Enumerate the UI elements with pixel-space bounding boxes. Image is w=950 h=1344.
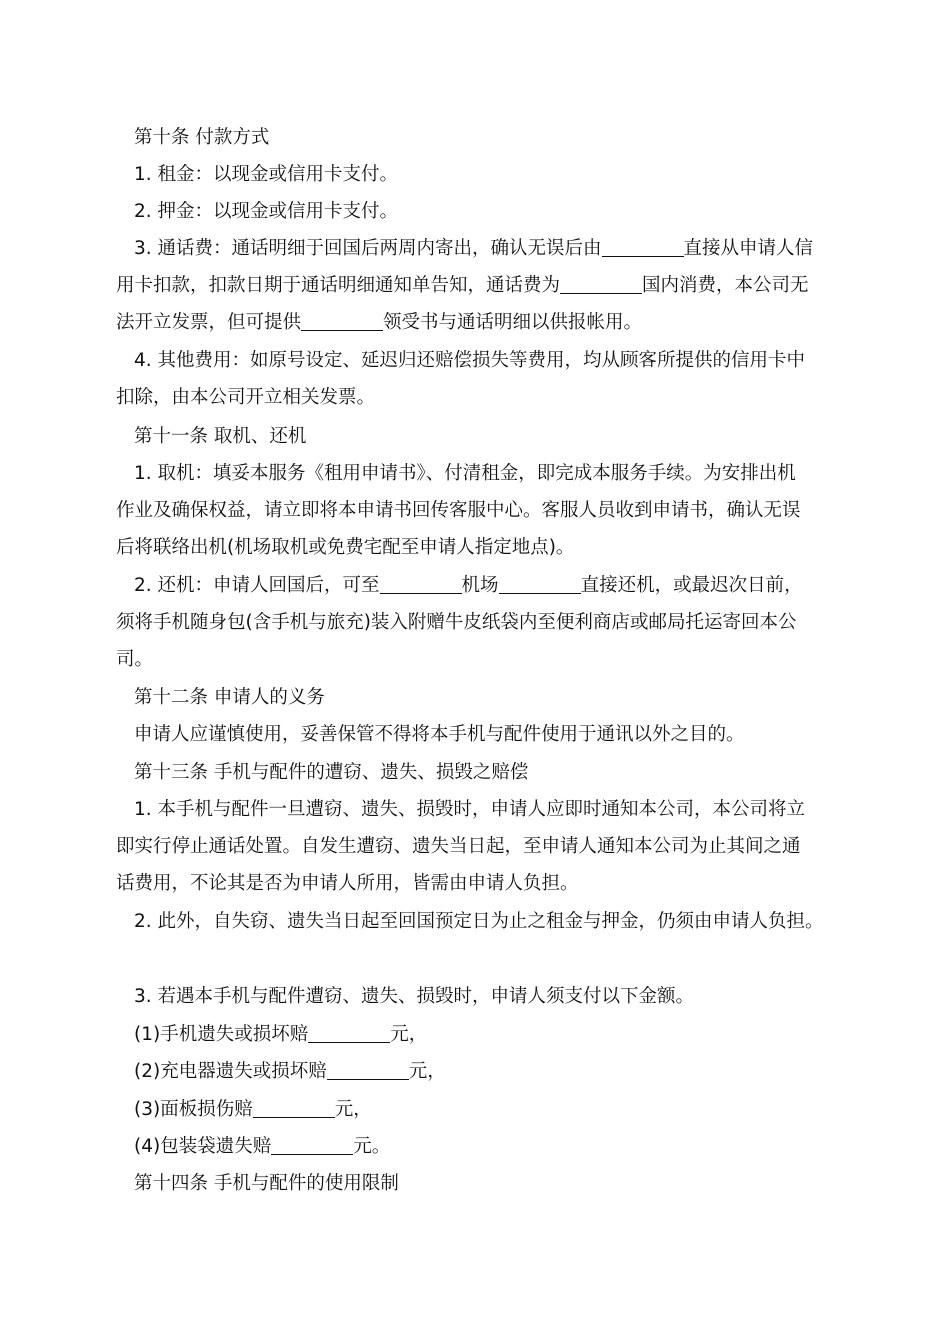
text-segment: 直接从申请人信 xyxy=(683,238,814,259)
text-segment: 2. 还机：申请人回国后，可至 xyxy=(134,575,380,596)
compensation-item-2 xyxy=(134,1059,864,1085)
article-10-item-4: 4. 其他费用：如原号设定、延迟归还赔偿损失等费用，均从顾客所提供的信用卡中 xyxy=(134,350,806,371)
article-10-item-3-cont xyxy=(116,273,846,299)
article-11-item-2-cont: 司。 xyxy=(116,649,154,670)
article-10-item-3-cont xyxy=(116,310,846,336)
fill-in-blank xyxy=(380,575,462,594)
fill-in-blank xyxy=(560,275,642,294)
fill-in-blank xyxy=(253,1099,335,1118)
article-14-heading: 第十四条 手机与配件的使用限制 xyxy=(134,1173,399,1194)
article-10-item-3 xyxy=(134,236,864,262)
text-segment: 直接还机，或最迟次日前， xyxy=(580,575,803,596)
text-segment: 法开立发票，但可提供 xyxy=(116,312,302,333)
text-segment: 机场 xyxy=(461,575,499,596)
text-segment: 元， xyxy=(334,1099,372,1120)
article-11-heading: 第十一条 取机、还机 xyxy=(134,426,307,447)
text-segment: 国内消费，本公司无 xyxy=(642,275,809,296)
article-10-item-1: 1. 租金：以现金或信用卡支付。 xyxy=(134,164,399,185)
text-segment: 3. 通话费：通话明细于回国后两周内寄出，确认无误后由 xyxy=(134,238,602,259)
text-segment: 元， xyxy=(390,1024,428,1045)
article-10-item-2: 2. 押金：以现金或信用卡支付。 xyxy=(134,201,399,222)
fill-in-blank xyxy=(271,1136,353,1155)
compensation-item-3 xyxy=(134,1097,864,1123)
article-13-item-2: 2. 此外，自失窃、遗失当日起至回国预定日为止之租金与押金，仍须由申请人负担。 xyxy=(134,911,824,932)
text-segment: (4)包装袋遗失赔 xyxy=(134,1136,272,1157)
fill-in-blank xyxy=(602,238,684,257)
fill-in-blank xyxy=(327,1061,409,1080)
text-segment: 领受书与通话明细以供报帐用。 xyxy=(383,312,643,333)
fill-in-blank xyxy=(499,575,581,594)
fill-in-blank xyxy=(301,312,383,331)
text-segment: (3)面板损伤赔 xyxy=(134,1099,253,1120)
article-10-heading: 第十条 付款方式 xyxy=(134,127,270,148)
text-segment: (2)充电器遗失或损坏赔 xyxy=(134,1061,327,1082)
article-13-item-1-cont: 话费用，不论其是否为申请人所用，皆需由申请人负担。 xyxy=(116,873,579,894)
compensation-item-1 xyxy=(134,1022,864,1048)
text-segment: 元， xyxy=(408,1061,446,1082)
text-segment: 用卡扣款，扣款日期于通话明细通知单告知，通话费为 xyxy=(116,275,561,296)
article-10-item-4-cont: 扣除，由本公司开立相关发票。 xyxy=(116,387,376,408)
article-11-item-2-cont: 须将手机随身包(含手机与旅充)装入附赠牛皮纸袋内至便利商店或邮局托运寄回本公 xyxy=(116,612,797,633)
article-12-heading: 第十二条 申请人的义务 xyxy=(134,687,325,708)
article-13-item-1-cont: 即实行停止通话处置。自发生遭窃、遗失当日起，至申请人通知本公司为止其间之通 xyxy=(116,836,801,857)
text-segment: (1)手机遗失或损坏赔 xyxy=(134,1024,309,1045)
text-segment: 元。 xyxy=(353,1136,391,1157)
article-12-body: 申请人应谨慎使用，妥善保管不得将本手机与配件使用于通讯以外之目的。 xyxy=(134,724,745,745)
article-11-item-1: 1. 取机：填妥本服务《租用申请书》、付清租金，即完成本服务手续。为安排出机 xyxy=(134,463,796,484)
fill-in-blank xyxy=(308,1024,390,1043)
article-11-item-1-cont: 作业及确保权益，请立即将本申请书回传客服中心。客服人员收到申请书，确认无误 xyxy=(116,500,801,521)
article-13-heading: 第十三条 手机与配件的遭窃、遗失、损毁之赔偿 xyxy=(134,762,529,783)
article-11-item-1-cont: 后将联络出机(机场取机或免费宅配至申请人指定地点)。 xyxy=(116,537,575,558)
article-13-item-1: 1. 本手机与配件一旦遭窃、遗失、损毁时，申请人应即时通知本公司，本公司将立 xyxy=(134,799,806,820)
compensation-item-4 xyxy=(134,1134,864,1160)
article-13-item-3: 3. 若遇本手机与配件遭窃、遗失、损毁时，申请人须支付以下金额。 xyxy=(134,986,695,1007)
article-11-item-2 xyxy=(134,573,864,599)
